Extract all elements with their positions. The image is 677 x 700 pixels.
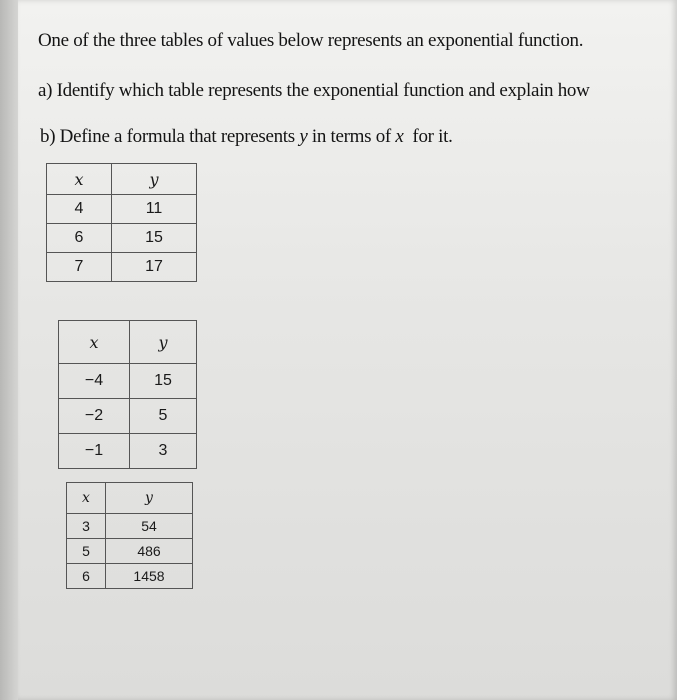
- table-1: [46, 163, 197, 282]
- part-b-var-x: x: [395, 126, 404, 147]
- part-b-text-2: in terms of: [307, 126, 396, 147]
- page-left-edge: [0, 0, 18, 700]
- header-x: x: [47, 164, 112, 195]
- table-header-row: [59, 321, 197, 364]
- part-b-text-3: for it.: [403, 126, 453, 147]
- table-row: [59, 434, 197, 469]
- cell-y: 15: [112, 224, 197, 253]
- header-y: y: [130, 321, 197, 364]
- cell-y: 11: [112, 195, 197, 224]
- cell-y: 5: [130, 399, 197, 434]
- cell-y: 15: [130, 364, 197, 399]
- header-x: x: [67, 483, 106, 514]
- table-row: [59, 399, 197, 434]
- header-y: y: [112, 164, 197, 195]
- table-header-row: [67, 483, 193, 514]
- table-row: [67, 514, 193, 539]
- cell-x: −2: [59, 399, 130, 434]
- part-b-var-y: y: [299, 126, 308, 147]
- cell-x: 7: [47, 253, 112, 282]
- table-row: [67, 564, 193, 589]
- question-part-b: [40, 126, 453, 148]
- question-intro: One of the three tables of values below represents an exponential function.: [38, 30, 584, 51]
- table-2: [58, 320, 197, 469]
- table-row: [67, 539, 193, 564]
- cell-x: 5: [67, 539, 106, 564]
- cell-x: 3: [67, 514, 106, 539]
- table-row: [59, 364, 197, 399]
- table-row: [47, 195, 197, 224]
- cell-x: 6: [67, 564, 106, 589]
- cell-y: 486: [106, 539, 193, 564]
- header-y: y: [106, 483, 193, 514]
- part-b-text-1: b) Define a formula that represents: [40, 126, 300, 147]
- question-part-a: a) Identify which table represents the exponential function and explain how: [38, 80, 590, 101]
- cell-x: 4: [47, 195, 112, 224]
- table-header-row: [47, 164, 197, 195]
- cell-y: 54: [106, 514, 193, 539]
- table-row: [47, 224, 197, 253]
- header-x: x: [59, 321, 130, 364]
- cell-y: 3: [130, 434, 197, 469]
- cell-y: 1458: [106, 564, 193, 589]
- worksheet-page: [18, 0, 677, 700]
- table-row: [47, 253, 197, 282]
- cell-x: −4: [59, 364, 130, 399]
- cell-x: −1: [59, 434, 130, 469]
- cell-y: 17: [112, 253, 197, 282]
- cell-x: 6: [47, 224, 112, 253]
- table-3: [66, 482, 193, 589]
